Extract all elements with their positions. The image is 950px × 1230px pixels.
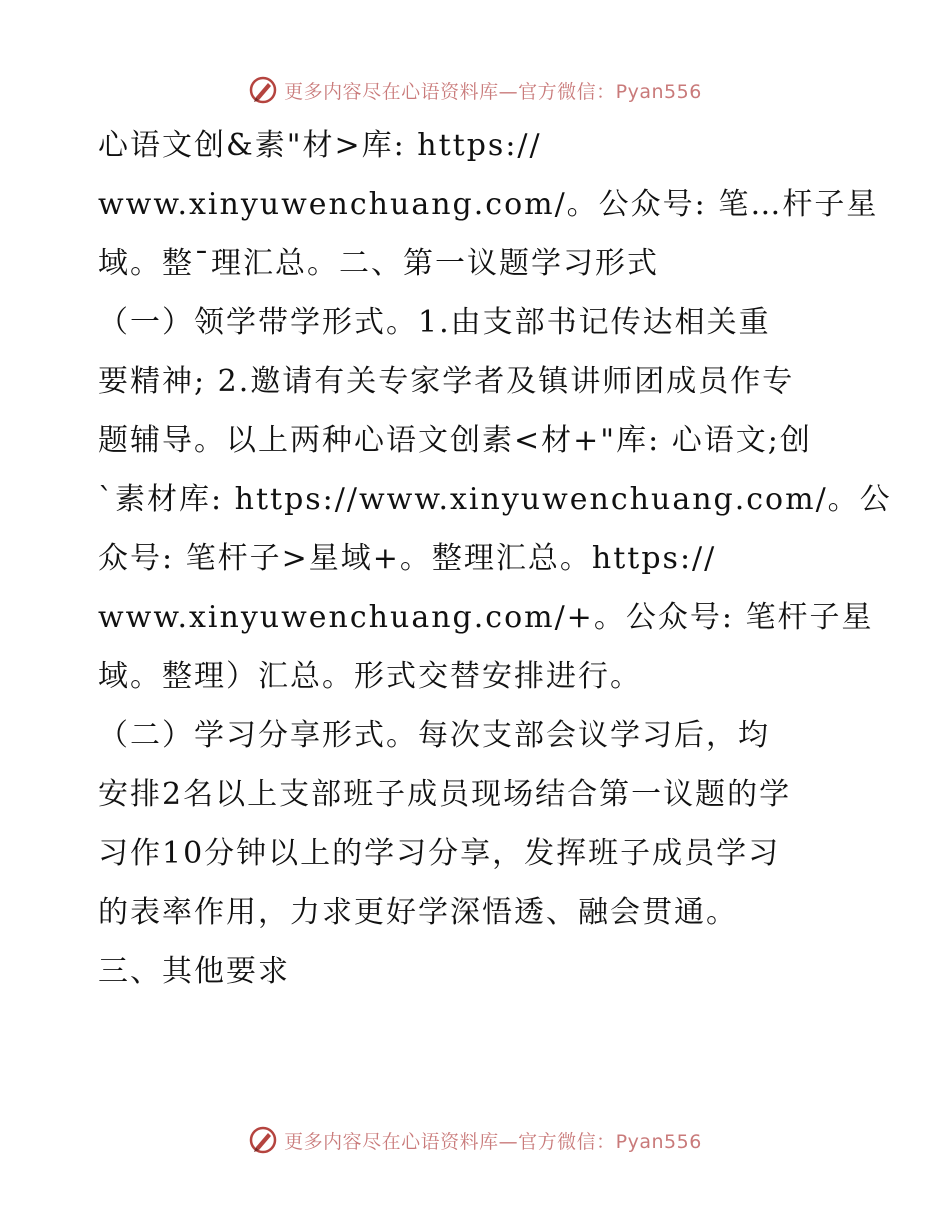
text-line: （二）学习分享形式。每次支部会议学习后，均 bbox=[98, 718, 770, 753]
text-line: 习作10分钟以上的学习分享，发挥班子成员学习 bbox=[98, 836, 781, 871]
text-line: 安排2名以上支部班子成员现场结合第一议题的学 bbox=[98, 777, 792, 812]
pen-logo-icon bbox=[248, 75, 278, 105]
footer-watermark bbox=[0, 1120, 950, 1160]
text-line: www.xinyuwenchuang.com/+。公众号: 笔杆子星 bbox=[98, 600, 874, 635]
text-line: 题辅导。以上两种心语文创素<材+"库: 心语文;创 bbox=[98, 423, 812, 458]
text-line: www.xinyuwenchuang.com/。公众号: 笔…杆子星 bbox=[98, 187, 879, 222]
document-body bbox=[98, 116, 892, 1001]
watermark-text: 更多内容尽在心语资料库—官方微信：Pyan556 bbox=[284, 80, 702, 103]
text-line: 的表率作用，力求更好学深悟透、融会贯通。 bbox=[98, 895, 738, 930]
text-line: `素材库: https://www.xinyuwenchuang.com/。公 bbox=[98, 482, 892, 517]
watermark-text: 更多内容尽在心语资料库—官方微信：Pyan556 bbox=[284, 1130, 702, 1153]
text-line: 域。整¯理汇总。二、第一议题学习形式 bbox=[98, 246, 659, 281]
header-watermark bbox=[0, 70, 950, 110]
text-line: 要精神; 2.邀请有关专家学者及镇讲师团成员作专 bbox=[98, 364, 795, 399]
text-line: （一）领学带学形式。1.由支部书记传达相关重 bbox=[98, 305, 771, 340]
pen-logo-icon bbox=[248, 1125, 278, 1155]
section-heading: 三、其他要求 bbox=[98, 954, 290, 989]
text-line: 众号: 笔杆子>星域+。整理汇总。https:// bbox=[98, 541, 717, 576]
text-line: 域。整理）汇总。形式交替安排进行。 bbox=[98, 659, 642, 694]
text-line: 心语文创&素"材>库: https:// bbox=[98, 128, 542, 163]
